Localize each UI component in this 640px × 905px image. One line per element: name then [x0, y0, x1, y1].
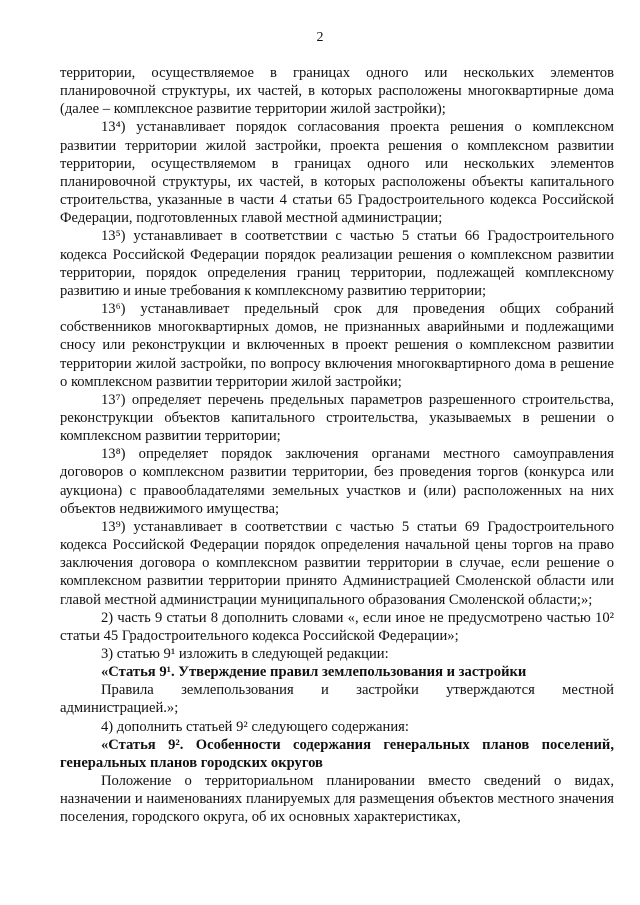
paragraph-continuation: территории, осуществляемое в границах одного или нескольких элементов планировочной структуры, их частей, в которых расположены многоквартирные дома (далее – комплексное развитие территории жилой застройки); — [60, 65, 614, 118]
article-9-1-heading: «Статья 9¹. Утверждение правил землепользования и застройки — [101, 664, 527, 681]
paragraph-item-13-5: 13⁵) устанавливает в соответствии с частью 5 статьи 66 Градостроительного кодекса Российской Федерации порядок реализации решения о комплексном развитии территории, порядок определения границ территории, подлежащей комплексному развитию и иные требования к комплексному развитию территории; — [60, 228, 614, 299]
article-9-1-text: Правила землепользования и застройки утверждаются местной администрацией.»; — [60, 682, 614, 717]
paragraph-item-13-8: 13⁸) определяет порядок заключения органами местного самоуправления договоров о комплексном развитии территории, без проведения торгов (конкурса или аукциона) с правообладателями земельных участков и (или) расположенных на них объектов недвижимого имущества; — [60, 446, 614, 517]
paragraph-item-13-7: 13⁷) определяет перечень предельных параметров разрешенного строительства, реконструкции объектов капитального строительства, указываемых в решении о комплексном развитии территории; — [60, 391, 614, 445]
article-9-2-text: Положение о территориальном планировании вместо сведений о видах, назначении и наименованиях планируемых для размещения объектов местного значения поселения, городского округа, об их основных характеристиках, — [60, 773, 614, 826]
paragraph-item-2: 2) часть 9 статьи 8 дополнить словами «, если иное не предусмотрено частью 10² статьи 45 Градостроительного кодекса Российской Федерации»; — [60, 609, 614, 644]
article-9-2-heading: «Статья 9². Особенности содержания генеральных планов поселений, генеральных планов городских округов — [60, 736, 614, 771]
paragraph-item-13-9: 13⁹) устанавливает в соответствии с частью 5 статьи 69 Градостроительного кодекса Российской Федерации порядок определения начальной цены торгов на право заключения договора о комплексном развитии территории в случае, если решение о комплексном развитии территории принято Администрацией Смоленской области или главой местной администрации муниципального образования Смоленской области;»; — [60, 518, 614, 608]
document-body — [60, 64, 614, 827]
paragraph-item-13-6: 13⁶) устанавливает предельный срок для проведения общих собраний собственников многоквартирных домов, не признанных аварийными и подлежащими сносу или реконструкции и включенных в проект решения о комплексном развитии территории жилой застройки, по вопросу включения многоквартирного дома в решение о комплексном развитии территории жилой застройки; — [60, 301, 614, 390]
paragraph-item-3: 3) статью 9¹ изложить в следующей редакции: — [101, 646, 389, 662]
paragraph-item-4: 4) дополнить статьей 9² следующего содержания: — [101, 718, 409, 735]
page-number: 2 — [316, 30, 324, 45]
paragraph-item-13-4: 13⁴) устанавливает порядок согласования проекта решения о комплексном развитии территории жилой застройки, проекта решения о комплексном развитии территории, осуществляемом в границах одного или нескольких элементов планировочной структуры, их частей, в которых расположены объекты капитального строительства, указанные в части 4 статьи 65 Градостроительного кодекса Российской Федерации, подготовленных главой местной администрации; — [60, 119, 614, 227]
